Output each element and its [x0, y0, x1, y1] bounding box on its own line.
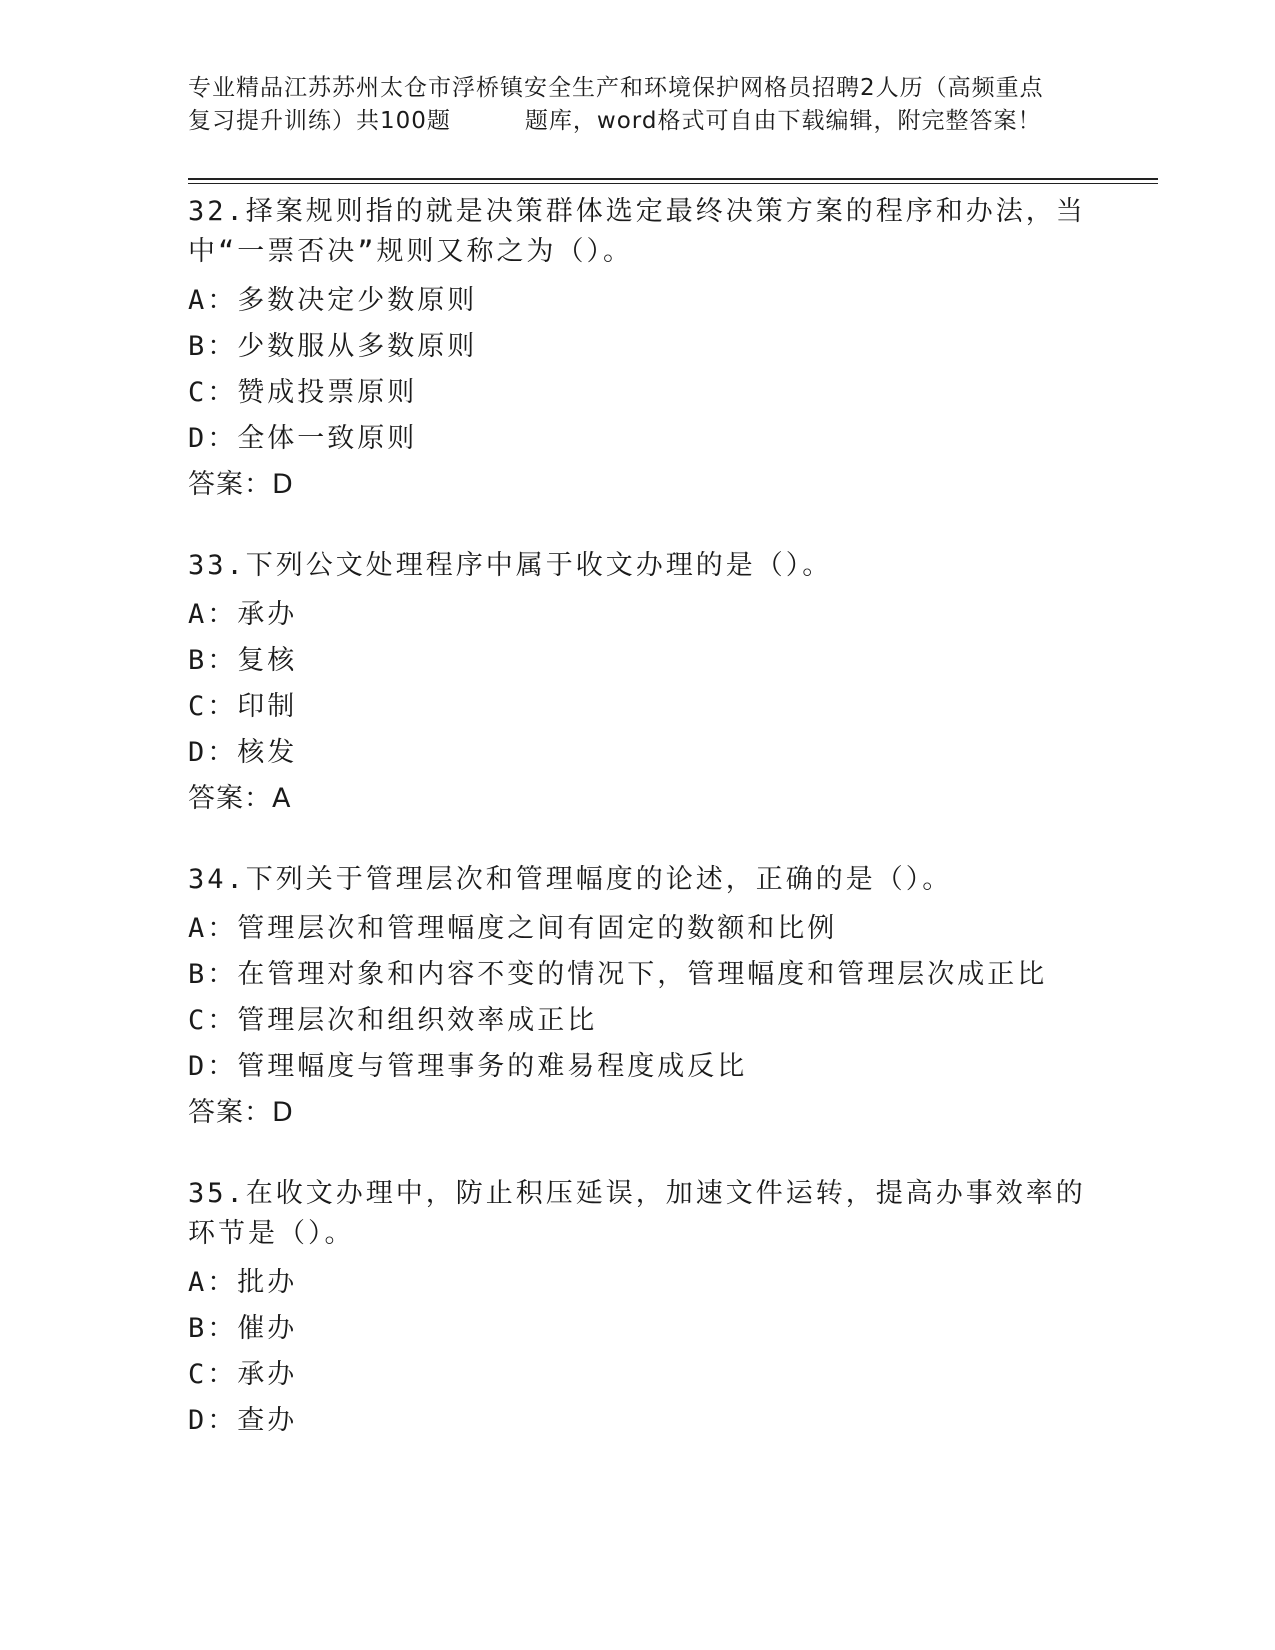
question-text: 33.下列公文处理程序中属于收文办理的是（）。 [188, 550, 833, 581]
option-d: D：核发 [188, 737, 298, 768]
header-line-2-left: 复习提升训练）共100题 [188, 108, 451, 134]
option-b: B：少数服从多数原则 [188, 331, 478, 362]
option-b: B：复核 [188, 645, 298, 676]
option-c: C：印制 [188, 691, 298, 722]
header-line-2 [188, 105, 1088, 138]
question-34 [188, 860, 1108, 1136]
option-a: A：承办 [188, 599, 298, 630]
answer: 答案：D [188, 469, 294, 500]
option-b: B：在管理对象和内容不变的情况下，管理幅度和管理层次成正比 [188, 959, 1048, 990]
question-text: 32.择案规则指的就是决策群体选定最终决策方案的程序和办法，当中“一票否决”规则又称之为（）。 [188, 196, 1086, 267]
option-c: C：赞成投票原则 [188, 377, 418, 408]
document-header [188, 72, 1088, 138]
question-text: 34.下列关于管理层次和管理幅度的论述，正确的是（）。 [188, 864, 953, 895]
option-c: C：管理层次和组织效率成正比 [188, 1005, 598, 1036]
answer: 答案：D [188, 1097, 294, 1128]
option-b: B：催办 [188, 1313, 298, 1344]
option-a: A：批办 [188, 1267, 298, 1298]
option-c: C：承办 [188, 1359, 298, 1390]
option-d: D：管理幅度与管理事务的难易程度成反比 [188, 1051, 748, 1082]
answer: 答案：A [188, 783, 292, 814]
option-a: A：多数决定少数原则 [188, 285, 478, 316]
option-d: D：查办 [188, 1405, 298, 1436]
question-list [188, 188, 1108, 1482]
header-line-1: 专业精品江苏苏州太仓市浮桥镇安全生产和环境保护网格员招聘2人历（高频重点 [188, 75, 1044, 101]
option-a: A：管理层次和管理幅度之间有固定的数额和比例 [188, 913, 838, 944]
question-text: 35.在收文办理中，防止积压延误，加速文件运转，提高办事效率的环节是（）。 [188, 1178, 1086, 1249]
question-35 [188, 1174, 1108, 1444]
header-divider [188, 178, 1158, 180]
question-32 [188, 192, 1108, 508]
question-33 [188, 546, 1108, 822]
header-line-2-right: 题库，word格式可自由下载编辑，附完整答案！ [524, 108, 1042, 134]
option-d: D：全体一致原则 [188, 423, 418, 454]
header-divider-thin [188, 183, 1158, 184]
